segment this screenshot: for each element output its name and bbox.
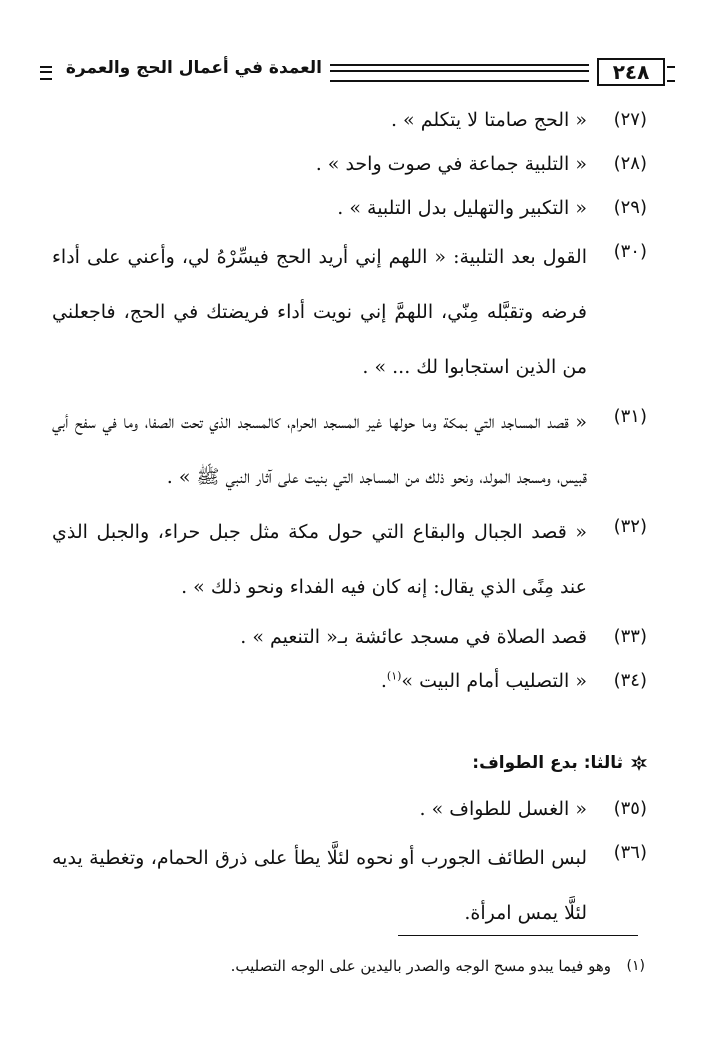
page-number: ٢٤٨ <box>597 58 665 86</box>
item-number: (٣٤) <box>613 670 647 691</box>
list-item <box>52 186 647 230</box>
item-number: (٣٥) <box>613 798 647 819</box>
list-item <box>52 142 647 186</box>
footnote-ref[interactable]: (١) <box>386 669 402 683</box>
item-number: (٣٦) <box>613 842 647 863</box>
list-item <box>52 98 647 142</box>
item-text: « التلبية جماعة في صوت واحد » . <box>315 153 587 175</box>
list-item <box>52 230 647 395</box>
item-number: (٣٢) <box>613 516 647 537</box>
item-text: القول بعد التلبية: « اللهم إني أريد الحج فيسِّرْهُ لي، وأعني على أداء فرضه وتقبَّله مِنّي، اللهمَّ إني نويت أداء فريضتك في الحج، فاجعلني من الذين استجابوا لك ... » . <box>52 246 587 378</box>
list-item <box>52 787 647 831</box>
footnote-divider <box>398 935 638 936</box>
footnote-number: (١) <box>626 958 645 974</box>
section-heading <box>52 743 647 783</box>
item-text: « قصد المساجد التي بمكة وما حولها غير المسجد الحرام، كالمسجد الذي تحت الصفا، وما في سفح أبي قبيس، ومسجد المولد، ونحو ذلك من المساجد التي بنيت على آثار النبي ﷺ » . <box>52 411 587 488</box>
item-text-tail: . <box>380 670 387 692</box>
ornament-star-icon <box>631 755 647 771</box>
item-text: « الحج صامتا لا يتكلم » . <box>390 109 587 131</box>
item-text <box>52 659 601 703</box>
item-text: « الغسل للطواف » . <box>419 798 587 820</box>
item-text-main: « التصليب أمام البيت » <box>401 670 587 692</box>
list-item <box>52 659 647 703</box>
page-header <box>40 56 665 90</box>
item-text: لبس الطائف الجورب أو نحوه لئلَّا يطأ على ذرق الحمام، وتغطية يديه لئلَّا يمس امرأة. <box>52 847 587 924</box>
list-item <box>52 615 647 659</box>
item-number: (٣٣) <box>613 626 647 647</box>
footnote <box>55 952 645 980</box>
item-number: (٢٨) <box>613 153 647 174</box>
header-end-mark <box>40 66 52 80</box>
section-title: ثالثا: بدع الطواف: <box>472 753 623 773</box>
list-item <box>52 505 647 615</box>
list-item <box>52 831 647 941</box>
list-item <box>52 395 647 505</box>
item-text: « قصد الجبال والبقاع التي حول مكة مثل جبل حراء، والجبل الذي عند مِنًى الذي يقال: إنه كان فيه الفداء ونحو ذلك » . <box>52 521 587 598</box>
item-number: (٣٠) <box>613 241 647 262</box>
item-number: (٢٧) <box>613 109 647 130</box>
item-number: (٢٩) <box>613 197 647 218</box>
item-number: (٣١) <box>613 406 647 427</box>
header-rule <box>330 64 589 82</box>
item-text: « التكبير والتهليل بدل التلبية » . <box>337 197 587 219</box>
footnote-text: وهو فيما يبدو مسح الوجه والصدر باليدين على الوجه التصليب. <box>230 957 611 975</box>
book-title: العمدة في أعمال الحج والعمرة <box>65 58 322 78</box>
item-text: قصد الصلاة في مسجد عائشة بـ« التنعيم » . <box>240 626 587 648</box>
page-content <box>52 98 647 941</box>
